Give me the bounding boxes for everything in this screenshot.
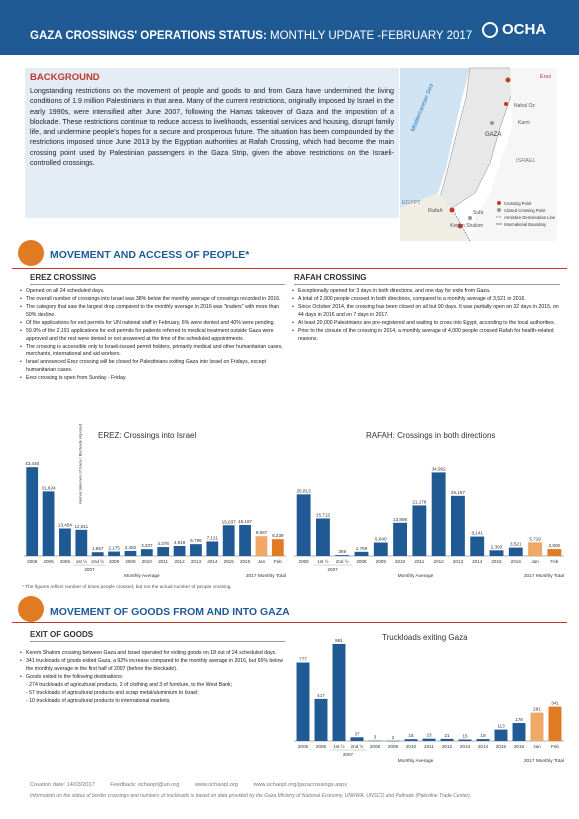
- chart-data-label: 15,037: [221, 519, 236, 525]
- people-walking-icon: [18, 240, 44, 266]
- chart-tick-label: 2010: [141, 559, 152, 564]
- page-title: [30, 30, 472, 42]
- bullet-item: • Opened on all 24 scheduled days.: [20, 288, 286, 296]
- chart-bar: [531, 713, 544, 741]
- erez-title: EREZ CROSSING: [30, 273, 97, 282]
- chart-data-label: 961: [335, 637, 343, 643]
- year-label: 2007: [84, 567, 95, 572]
- chart-data-label: 13,899: [393, 516, 408, 522]
- chart-tick-label: 2008: [369, 744, 381, 749]
- page-header: [0, 0, 579, 55]
- people-footnote: * The figures reflect number of times people crossed, but not the actual number of people crossing.: [22, 585, 232, 590]
- map-label-gaza: GAZA: [485, 132, 502, 138]
- bullet-item: • The crossing is accessible only to Israeli-issued permit holders, primarily medical and other humanitarian cases, merchants, international and aid workers.: [20, 344, 286, 359]
- bullet-item: • Since October 2014, the crossing has been closed on all but 90 days. It was partially open on 32 days in 2015, on 44 days in 2016 and on 7 days in 2017.: [292, 304, 560, 319]
- chart-bar: [316, 518, 330, 556]
- chart-tick-label: 2016: [239, 559, 251, 564]
- chart-data-label: 19: [480, 733, 486, 739]
- people-section-rule: [12, 268, 567, 269]
- chart-data-label: 1,857: [91, 546, 104, 552]
- chart-tick-label: 2010: [394, 559, 406, 564]
- goods-bullet-list: [20, 650, 286, 706]
- chart-tick-label: 2008: [108, 559, 120, 564]
- chart-data-label: 31,624: [41, 485, 56, 491]
- chart-tick-label: 2011: [414, 559, 425, 564]
- chart-tick-label: 2013: [459, 744, 471, 749]
- chart-bar: [374, 543, 388, 556]
- chart-data-label: 13,454: [57, 522, 72, 528]
- chart-bar: [441, 739, 454, 741]
- year-label: 2007: [327, 567, 338, 572]
- chart-tick-label: 2016: [513, 744, 525, 749]
- chart-bar: [355, 552, 369, 556]
- chart-bar: [190, 544, 202, 556]
- page-title-bold: GAZA CROSSINGS' OPERATIONS STATUS:: [30, 30, 267, 42]
- bullet-item: - 10 truckloads of agricultural products to international markets.: [26, 698, 171, 705]
- bullet-item: • Erez crossing is open from Sunday - Friday.: [20, 375, 286, 383]
- monthly-total-label: 2017 Monthly Total: [523, 759, 564, 764]
- chart-title: RAFAH: Crossings in both directions: [366, 431, 496, 440]
- chart-bar: [59, 528, 71, 556]
- monthly-average-label: Monthly Average: [397, 759, 434, 764]
- chart-bar: [477, 739, 490, 741]
- chart-bar: [432, 472, 446, 556]
- chart-data-label: 23: [426, 732, 432, 738]
- goods-section-rule: [12, 622, 567, 623]
- chart-data-label: 5,796: [190, 538, 202, 544]
- rafah-rule: [294, 284, 560, 285]
- rafah-title: RAFAH CROSSING: [294, 273, 367, 282]
- chart-tick-label: 1st ½: [333, 744, 345, 749]
- chart-bar: [297, 663, 310, 741]
- map-label-karni: Karni: [518, 120, 530, 126]
- chart-bar: [141, 549, 153, 556]
- chart-data-label: 34,992: [431, 466, 446, 472]
- chart-tick-label: 2014: [472, 559, 483, 564]
- map-label-erez: Erez: [540, 74, 552, 80]
- chart-data-label: 2,175: [108, 545, 120, 551]
- chart-tick-label: Feb: [551, 744, 559, 749]
- chart-tick-label: 2011: [424, 744, 434, 749]
- chart-bar: [490, 550, 504, 556]
- chart-tick-label: Jan: [533, 744, 541, 749]
- chart-data-label: 8,141: [471, 530, 483, 536]
- chart-tick-label: 2005: [43, 559, 54, 564]
- chart-data-label: 15,712: [315, 512, 330, 518]
- chart-bar: [351, 737, 364, 741]
- chart-data-label: 777: [299, 656, 307, 662]
- exit-goods-rule: [30, 641, 285, 642]
- bullet-item: • 341 truckloads of goods exited Gaza, a 92% increase compared to the monthly average in 2016, but 65% below the monthly average in the first half of 2007 (before the blockade).: [20, 658, 286, 673]
- chart-tick-label: 2010: [405, 744, 417, 749]
- chart-bar: [412, 505, 426, 556]
- gaza-map-drawing: [400, 68, 557, 241]
- bullet-item: • Exceptionally opened for 3 days in both directions, and one day for exits from Gaza.: [292, 288, 560, 296]
- chart-bar: [513, 723, 526, 741]
- legend-closed-crossing: Closed Crossing Point: [504, 208, 546, 213]
- chart-tick-label: 1st ½: [317, 559, 329, 564]
- monthly-total-label: 2017 Monthly Total: [523, 574, 564, 579]
- truckloads-chart: [290, 628, 568, 770]
- chart-tick-label: 2013: [190, 559, 202, 564]
- chart-data-label: 5,719: [529, 536, 541, 542]
- chart-data-label: 15,187: [238, 518, 253, 524]
- chart-tick-label: 2009: [125, 559, 136, 564]
- chart-data-label: 2,900: [548, 543, 561, 549]
- chart-tick-label: 2015: [223, 559, 234, 564]
- page-title-rest: MONTHLY UPDATE -FEBRUARY 2017: [266, 30, 473, 42]
- chart-data-label: 281: [533, 706, 541, 712]
- chart-data-label: 2,482: [124, 544, 137, 550]
- chart-bar: [451, 496, 465, 556]
- chart-tick-label: Jan: [531, 559, 539, 564]
- chart-data-label: 113: [497, 723, 505, 729]
- monthly-average-label: Monthly Average: [397, 574, 434, 579]
- chart-tick-label: 2013: [452, 559, 464, 564]
- chart-data-label: 341: [551, 700, 559, 706]
- chart-tick-label: 2nd ½: [335, 559, 349, 564]
- chart-tick-label: 2011: [158, 559, 169, 564]
- chart-bar: [239, 525, 251, 556]
- chart-bar: [43, 491, 55, 556]
- chart-data-label: 369: [338, 549, 347, 555]
- chart-bar: [315, 699, 328, 741]
- chart-bar: [92, 552, 104, 556]
- chart-bar: [393, 523, 407, 556]
- bullet-item: • The overall number of crossings into Israel was 38% below the monthly average of crossings recorded in 2016.: [20, 296, 286, 304]
- chart-data-label: 7,121: [206, 535, 219, 541]
- map-label-nahal-oz: Nahal Oz: [514, 103, 535, 109]
- chart-tick-label: 2012: [441, 744, 453, 749]
- chart-tick-label: 2005: [297, 744, 309, 749]
- chart-data-label: 2: [391, 734, 395, 740]
- chart-annotation: Hamas takeover of Gaza / Blockade imposed: [77, 423, 83, 504]
- monthly-total-label: 2017 Monthly Total: [245, 574, 286, 579]
- chart-data-label: 15: [462, 733, 468, 739]
- chart-bar: [206, 541, 218, 556]
- exit-goods-title: EXIT OF GOODS: [30, 630, 94, 639]
- bullet-item: • Goods exited to the following destinations:: [20, 674, 286, 682]
- ocha-logo[interactable]: [482, 21, 546, 38]
- chart-tick-label: 2nd ½: [91, 559, 105, 564]
- chart-data-label: 178: [515, 717, 523, 723]
- legend-boundary: International Boundary: [504, 222, 547, 227]
- map-label-rafah: Rafah: [428, 208, 443, 214]
- bullet-item: • Israel announced Erez crossing will be closed for Palestinians exiting Gaza into Israel on Fridays, except humanitarian cases.: [20, 359, 286, 374]
- chart-data-label: 3,521: [510, 541, 522, 547]
- chart-tick-label: 1st ½: [75, 559, 87, 564]
- chart-data-label: 12,811: [74, 523, 89, 529]
- chart-bar: [223, 525, 235, 556]
- chart-tick-label: Feb: [550, 559, 559, 564]
- chart-tick-label: Jan: [257, 559, 266, 564]
- chart-tick-label: 2009: [387, 744, 399, 749]
- chart-tick-label: 2006: [27, 559, 38, 564]
- chart-tick-label: 2012: [433, 559, 444, 564]
- chart-bar: [75, 530, 87, 556]
- people-section-title: MOVEMENT AND ACCESS OF PEOPLE*: [50, 249, 250, 261]
- legend-armistice: Armistice Demarcation Line: [504, 215, 556, 220]
- chart-bar: [108, 552, 120, 556]
- chart-bar: [333, 644, 346, 741]
- gaza-map: [400, 68, 557, 241]
- chart-bar: [547, 549, 561, 556]
- chart-tick-label: 2008: [356, 559, 367, 564]
- source-note: Information on the status of border crossings and numbers of truckloads is based on data provided by the Gaza Ministry of National Economy, UNRWA, UNSCO and Paltrade (Palestine Trade Center).: [30, 793, 472, 799]
- map-label-sufa: Sufa: [473, 210, 484, 216]
- chart-bar: [26, 467, 38, 556]
- bullet-item: • Prior to the closure of the crossing in 2014, a monthly average of 4,000 people crossed Rafah for health-related reasons.: [292, 328, 560, 343]
- chart-bar: [470, 537, 484, 556]
- chart-tick-label: Feb: [273, 559, 282, 564]
- chart-data-label: 25,813: [296, 488, 311, 494]
- chart-data-label: 25,187: [450, 489, 465, 495]
- chart-bar: [174, 546, 186, 556]
- bullet-item: • Of the applications for exit permits for UN national staff in February, 6% were denied and 40% were pending.: [20, 320, 286, 328]
- chart-tick-label: 2006: [315, 744, 327, 749]
- chart-data-label: 3,337: [141, 543, 153, 549]
- chart-data-label: 4,919: [173, 539, 186, 545]
- map-label-kerem: Kerem Shalom: [450, 223, 484, 229]
- chart-data-label: 1,759: [355, 545, 368, 551]
- logo-text: OCHA: [502, 21, 547, 38]
- chart-bar: [423, 739, 436, 741]
- chart-bar: [369, 741, 382, 742]
- chart-bar: [549, 707, 562, 741]
- chart-data-label: 2,393: [490, 544, 503, 550]
- truck-icon: [18, 596, 44, 622]
- chart-data-label: 18: [408, 733, 414, 739]
- legend-crossing-point: Crossing Point: [504, 201, 532, 206]
- chart-data-label: 21: [444, 732, 450, 738]
- chart-data-label: 5,640: [375, 536, 387, 542]
- chart-bar: [157, 547, 169, 556]
- chart-tick-label: 2015: [491, 559, 502, 564]
- chart-data-label: 8,239: [272, 533, 284, 539]
- bullet-item: - 57 truckloads of agricultural products and scrap metal/aluminium to Israel;: [26, 689, 199, 696]
- monthly-average-label: Monthly Average: [124, 574, 160, 579]
- chart-bar: [528, 542, 542, 556]
- chart-tick-label: 2006: [59, 559, 71, 564]
- erez-rule: [30, 284, 285, 285]
- goods-section-title: MOVEMENT OF GOODS FROM AND INTO GAZA: [50, 606, 290, 618]
- chart-bar: [335, 555, 349, 556]
- chart-tick-label: 2012: [174, 559, 185, 564]
- chart-tick-label: 2006: [298, 559, 309, 564]
- chart-data-label: 9,687: [255, 530, 268, 536]
- chart-data-label: 37: [354, 731, 360, 737]
- map-label-israel: ISRAEL: [516, 158, 536, 164]
- bullet-item: • A total of 2,900 people crossed in both directions, compared to a monthly average of 3,521 in 2016.: [292, 296, 560, 304]
- rafah-chart: [290, 426, 568, 579]
- erez-bullet-list: [20, 288, 286, 383]
- background-title: BACKGROUND: [30, 72, 100, 83]
- chart-data-label: 417: [317, 692, 325, 698]
- bullet-item: • The category that saw the largest drop compared to the monthly average in 2016 was "traders" with more than 50% decline.: [20, 304, 286, 319]
- website-link[interactable]: www.ochaopt.org: [194, 782, 238, 788]
- bullet-item: • Kerem Shalom crossing between Gaza and Israel operated for exiting goods on 18 out of 24 scheduled days.: [20, 650, 286, 658]
- background-text: Longstanding restrictions on the movement of people and goods to and from Gaza have undermined the living conditions of 1.9 million Palestinians in that area. Many of the current restrictions, originally imposed by Israel in the early 1990s, were intensified after June 2007, following the Hamas takeover of Gaza and the imposition of a blockade. These restrictions continue to reduce access to livelihoods, essential services and housing, disrupt family life, and undermine people's hopes for a secure and prosperous future. The situation has been compounded by the restrictions imposed since June 2013 by the Egyptian authorities at Rafah Crossing, which had become the main crossing point used by Palestinian passengers in the Gaza Strip, given the above restrictions on the Israeli-controlled crossings.: [30, 87, 394, 168]
- chart-bar: [297, 494, 311, 556]
- chart-bar: [387, 741, 400, 742]
- chart-title: EREZ: Crossings into Israel: [98, 431, 197, 440]
- chart-bar: [405, 739, 418, 741]
- chart-bar: [256, 536, 268, 556]
- chart-bar: [125, 551, 137, 556]
- crossings-link[interactable]: www.ochaopt.org/gazacrossings.aspx: [253, 782, 348, 788]
- bullet-item: - 274 truckloads of agricultural products, 2 of clothing and 3 of furniture, to the West Bank;: [26, 681, 233, 688]
- chart-title: Truckloads exiting Gaza: [382, 633, 468, 642]
- chart-data-label: 21,178: [412, 499, 427, 505]
- page-footer: [30, 782, 361, 788]
- bullet-item: • 59.9% of the 2,191 applications for exit permits for patients referred to medical treatment outside Gaza were approved and the rest were denied or not answered at the time of the scheduled appointments.: [20, 328, 286, 343]
- chart-tick-label: 2nd ½: [350, 744, 364, 749]
- chart-data-label: 3: [373, 734, 377, 740]
- chart-data-label: 4,376: [157, 541, 169, 547]
- chart-tick-label: 2014: [477, 744, 489, 749]
- year-label: 2007: [342, 752, 354, 757]
- chart-bar: [495, 730, 508, 741]
- chart-tick-label: 2014: [207, 559, 218, 564]
- chart-data-label: 43,440: [25, 461, 40, 467]
- chart-tick-label: 2015: [495, 744, 507, 749]
- erez-chart: [20, 423, 290, 579]
- chart-tick-label: 2009: [375, 559, 386, 564]
- map-label-sea: Mediterranean Sea: [410, 83, 435, 133]
- chart-bar: [509, 548, 523, 556]
- chart-bar: [459, 739, 472, 741]
- un-emblem-icon: [482, 22, 498, 38]
- creation-date: Creation date: 14/03/2017: [30, 782, 95, 788]
- chart-bar: [272, 539, 284, 556]
- feedback-link[interactable]: Feedback: ochaopt@un.org: [110, 782, 180, 788]
- rafah-bullet-list: [292, 288, 560, 344]
- chart-tick-label: 2016: [510, 559, 521, 564]
- map-label-egypt: EGYPT: [402, 200, 421, 206]
- bullet-item: • At least 20,000 Palestinians are pre-registered and waiting to cross into Egypt, according to the local authorities.: [292, 320, 560, 328]
